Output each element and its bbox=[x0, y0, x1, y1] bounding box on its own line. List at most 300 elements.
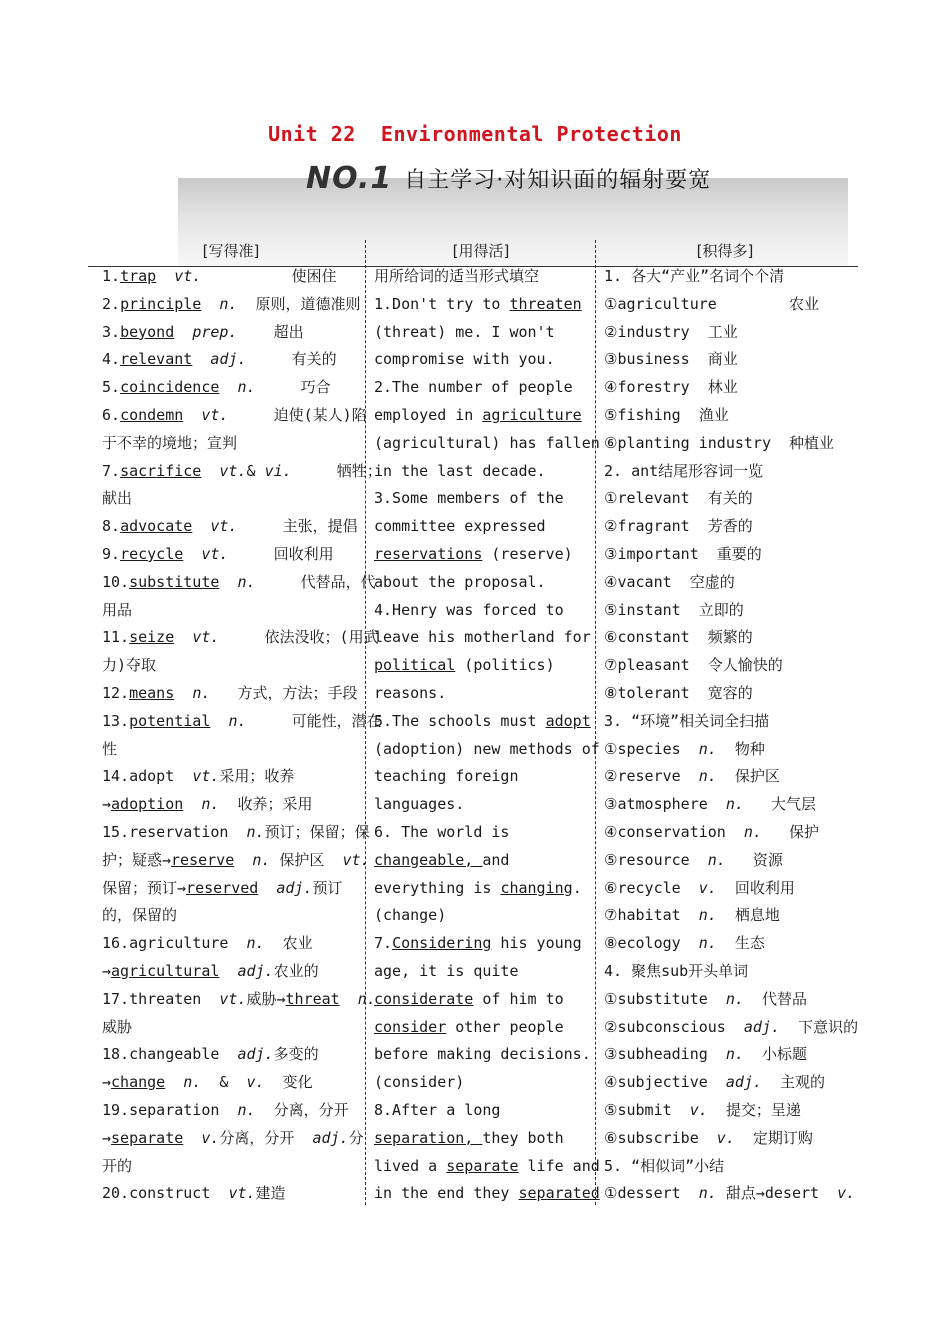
line-text bbox=[156, 267, 174, 285]
part-of-speech: n. bbox=[698, 1184, 717, 1203]
exercise-line bbox=[374, 763, 594, 791]
line-text: leave his motherland for bbox=[374, 628, 591, 647]
part-of-speech: v. bbox=[689, 1100, 708, 1119]
line-text: 农业 bbox=[264, 934, 313, 953]
line-text: 10. bbox=[102, 572, 130, 591]
line-text: in the last decade. bbox=[374, 461, 546, 480]
line-text: ①agriculture 农业 bbox=[604, 294, 820, 313]
line-text: → bbox=[102, 1128, 112, 1147]
line-text: ①substitute bbox=[604, 989, 726, 1008]
unit-title: Unit 22 Environmental Protection bbox=[268, 122, 682, 146]
part-of-speech: n. bbox=[228, 711, 247, 730]
middle-column-header: [用得活] bbox=[452, 242, 510, 260]
part-of-speech: n. bbox=[219, 294, 238, 313]
line-text bbox=[210, 712, 228, 730]
line-text: (threat) me. I won't bbox=[374, 322, 555, 341]
line-text bbox=[219, 378, 237, 396]
part-of-speech: n. bbox=[725, 795, 744, 814]
part-of-speech: n. bbox=[698, 767, 717, 786]
vocab-line bbox=[102, 847, 370, 875]
part-of-speech: n. bbox=[743, 822, 762, 841]
vocab-line bbox=[102, 374, 364, 402]
line-text: before making decisions. bbox=[374, 1045, 591, 1064]
answer-word: changing bbox=[500, 878, 573, 897]
part-of-speech: vt. bbox=[201, 544, 229, 563]
word-group-line bbox=[604, 569, 854, 597]
line-text: 2.The number of people bbox=[374, 378, 573, 397]
answer-word: condemn bbox=[120, 405, 184, 424]
line-text: teaching foreign bbox=[374, 767, 519, 786]
part-of-speech: prep. bbox=[192, 322, 238, 341]
line-text: 回收利用 bbox=[228, 544, 334, 563]
exercise-line bbox=[374, 1125, 594, 1153]
exercise-line bbox=[374, 402, 594, 430]
part-of-speech: n. bbox=[707, 850, 726, 869]
line-text: 7. bbox=[102, 461, 121, 480]
vocab-line bbox=[102, 763, 364, 791]
line-text: in the end they bbox=[374, 1184, 519, 1203]
part-of-speech: v. bbox=[837, 1184, 856, 1203]
line-text: (change) bbox=[374, 906, 447, 925]
line-text: 小标题 bbox=[743, 1045, 807, 1064]
part-of-speech: adj. bbox=[743, 1017, 781, 1036]
line-text: 分离，分开 bbox=[255, 1100, 349, 1119]
line-text: 代替品 bbox=[743, 989, 807, 1008]
line-text: his young bbox=[491, 934, 582, 953]
word-group-line bbox=[604, 319, 854, 347]
line-text: 下意识的 bbox=[780, 1017, 859, 1036]
exercise-line bbox=[374, 1014, 594, 1042]
vocab-line bbox=[102, 791, 364, 819]
exercise-line bbox=[374, 1153, 600, 1181]
section-badge: NO.1 bbox=[306, 160, 393, 196]
word-group-line bbox=[604, 847, 854, 875]
line-text: 15.reservation bbox=[102, 822, 247, 841]
answer-word: advocate bbox=[120, 517, 193, 536]
line-text: compromise with you. bbox=[374, 350, 555, 369]
word-group-line bbox=[604, 819, 854, 847]
exercise-line bbox=[374, 902, 594, 930]
line-text: 预订 bbox=[312, 878, 343, 897]
word-group-line bbox=[604, 541, 854, 569]
vocab-line bbox=[102, 430, 364, 458]
part-of-speech: v. bbox=[698, 878, 717, 897]
vocab-line bbox=[102, 1097, 364, 1125]
line-text bbox=[234, 851, 252, 869]
line-text: 护；疑惑→ bbox=[102, 850, 172, 869]
vocab-line bbox=[102, 1041, 364, 1069]
line-text: 威胁 bbox=[102, 1017, 133, 1036]
line-text: ②fragrant 芳香的 bbox=[604, 517, 753, 536]
line-text: 性 bbox=[102, 739, 118, 758]
line-text: committee expressed bbox=[374, 517, 546, 536]
word-group-line bbox=[604, 708, 854, 736]
part-of-speech: n. bbox=[698, 906, 717, 925]
line-text: ③important 重要的 bbox=[604, 544, 762, 563]
vocab-line bbox=[102, 458, 382, 486]
line-text: → bbox=[102, 961, 112, 980]
right-column-header: [积得多] bbox=[696, 242, 754, 260]
line-text: ⑥recycle bbox=[604, 878, 699, 897]
line-text: 保留；预订→ bbox=[102, 878, 187, 897]
answer-word: reserved bbox=[186, 878, 259, 897]
answer-word: reserve bbox=[171, 850, 235, 869]
left-column-header: [写得准] bbox=[202, 242, 260, 260]
line-text: 的，保留的 bbox=[102, 906, 178, 925]
part-of-speech: vt. bbox=[342, 850, 370, 869]
vocab-line bbox=[102, 263, 364, 291]
exercise-line bbox=[374, 430, 600, 458]
vocab-line bbox=[102, 1180, 364, 1208]
line-text: 保护 bbox=[761, 822, 820, 841]
line-text: 5. “相似词”小结 bbox=[604, 1156, 725, 1175]
answer-word: threat bbox=[285, 989, 340, 1008]
line-text: . bbox=[572, 878, 582, 897]
answer-word: adoption bbox=[111, 795, 184, 814]
exercise-line bbox=[374, 374, 594, 402]
answer-word: Considering bbox=[392, 934, 492, 953]
part-of-speech: n. bbox=[183, 1073, 202, 1092]
word-group-line bbox=[604, 1041, 854, 1069]
line-text: 农业的 bbox=[273, 961, 319, 980]
line-text: 收养；采用 bbox=[219, 795, 313, 814]
part-of-speech: adj. bbox=[210, 350, 247, 369]
line-text: 11. bbox=[102, 628, 130, 647]
word-group-line bbox=[604, 763, 854, 791]
word-group-line bbox=[604, 930, 854, 958]
line-text: 大气层 bbox=[743, 795, 816, 814]
word-group-line bbox=[604, 736, 854, 764]
word-group-line bbox=[604, 1125, 854, 1153]
line-text: → bbox=[102, 1073, 112, 1092]
line-text: 于不幸的境地；宣判 bbox=[102, 433, 238, 452]
line-text: 18.changeable bbox=[102, 1045, 238, 1064]
vocab-line bbox=[102, 902, 364, 930]
exercise-line bbox=[374, 485, 594, 513]
exercise-line bbox=[374, 597, 594, 625]
answer-word: separation, bbox=[374, 1128, 483, 1147]
exercise-line bbox=[374, 541, 594, 569]
line-text: 17.threaten bbox=[102, 989, 220, 1008]
line-text: 物种 bbox=[716, 739, 765, 758]
exercise-line bbox=[374, 875, 594, 903]
word-group-line bbox=[604, 485, 854, 513]
answer-word: political bbox=[374, 656, 456, 675]
part-of-speech: n. bbox=[252, 850, 271, 869]
vocab-line bbox=[102, 485, 364, 513]
line-text: 开的 bbox=[102, 1156, 133, 1175]
exercise-line bbox=[374, 847, 594, 875]
word-group-line bbox=[604, 430, 854, 458]
line-text: & bbox=[201, 1073, 247, 1092]
answer-word: beyond bbox=[120, 322, 175, 341]
line-text: 用品 bbox=[102, 600, 133, 619]
line-text: ⑥planting industry 种植业 bbox=[604, 433, 835, 452]
part-of-speech: v. bbox=[246, 1073, 265, 1092]
word-group-line bbox=[604, 1014, 859, 1042]
line-text: 保护区 bbox=[270, 850, 343, 869]
exercise-line bbox=[374, 680, 594, 708]
answer-word: reservations bbox=[374, 544, 483, 563]
line-text: 5.The schools must bbox=[374, 711, 546, 730]
line-text: & bbox=[246, 461, 265, 480]
line-text: ①relevant 有关的 bbox=[604, 489, 753, 508]
exercise-line bbox=[374, 291, 594, 319]
line-text: ④conservation bbox=[604, 822, 744, 841]
line-text: 保护区 bbox=[716, 767, 780, 786]
line-text: 采用；收养 bbox=[219, 767, 295, 786]
part-of-speech: vt. bbox=[210, 517, 238, 536]
vocab-line bbox=[102, 708, 382, 736]
vocab-line bbox=[102, 986, 376, 1014]
line-text: 16.agriculture bbox=[102, 934, 247, 953]
line-text: 2. ant结尾形容词一览 bbox=[604, 461, 764, 480]
part-of-speech: vt. bbox=[192, 628, 220, 647]
word-group-line bbox=[604, 875, 854, 903]
exercise-line bbox=[374, 819, 594, 847]
line-text bbox=[183, 545, 201, 563]
part-of-speech: n. bbox=[237, 1100, 256, 1119]
line-text: reasons. bbox=[374, 683, 447, 702]
line-text: 回收利用 bbox=[716, 878, 795, 897]
line-text: 14.adopt bbox=[102, 767, 193, 786]
word-group-line bbox=[604, 513, 854, 541]
vocab-line bbox=[102, 597, 364, 625]
line-text: 3. bbox=[102, 322, 121, 341]
vocab-line bbox=[102, 319, 364, 347]
line-text: (agricultural) has fallen bbox=[374, 433, 600, 452]
write-accurately-column bbox=[102, 263, 382, 1208]
vocab-line bbox=[102, 680, 364, 708]
line-text bbox=[165, 1073, 183, 1091]
vocab-line bbox=[102, 958, 364, 986]
word-group-line bbox=[604, 1069, 854, 1097]
line-text: 1. bbox=[102, 267, 121, 285]
line-text bbox=[192, 350, 210, 368]
line-text: 主张，提倡 bbox=[237, 517, 358, 536]
line-text: ⑤submit bbox=[604, 1100, 690, 1119]
part-of-speech: n. bbox=[246, 934, 265, 953]
line-text bbox=[174, 628, 192, 646]
line-text: 2. bbox=[102, 294, 121, 313]
exercise-line bbox=[374, 1097, 594, 1125]
line-text: and bbox=[482, 850, 510, 869]
answer-word: changeable, bbox=[374, 850, 483, 869]
line-text: → bbox=[102, 795, 112, 814]
answer-word: recycle bbox=[120, 544, 184, 563]
exercise-line bbox=[374, 1180, 600, 1208]
part-of-speech: n. bbox=[357, 989, 376, 1008]
line-text bbox=[219, 573, 237, 591]
exercise-line bbox=[374, 1069, 594, 1097]
column-divider-right bbox=[595, 240, 596, 1205]
line-text: 13. bbox=[102, 711, 130, 730]
line-text bbox=[174, 684, 192, 702]
line-text bbox=[219, 962, 237, 980]
line-text: (adoption) new methods of bbox=[374, 739, 600, 758]
answer-word: trap bbox=[120, 267, 157, 285]
line-text: 生态 bbox=[716, 934, 765, 953]
line-text: 建造 bbox=[255, 1184, 286, 1203]
line-text: 6. The world is bbox=[374, 822, 510, 841]
line-text: 8. bbox=[102, 517, 121, 536]
line-text: languages. bbox=[374, 795, 465, 814]
answer-word: substitute bbox=[129, 572, 220, 591]
line-text: 多变的 bbox=[273, 1045, 319, 1064]
exercise-line bbox=[374, 958, 594, 986]
part-of-speech: n. bbox=[201, 795, 220, 814]
line-text: ⑥subscribe bbox=[604, 1128, 717, 1147]
line-text bbox=[201, 462, 219, 480]
line-text: 分 bbox=[348, 1128, 364, 1147]
line-text: 12. bbox=[102, 683, 130, 702]
word-group-line bbox=[604, 1153, 854, 1181]
line-text: 提交；呈递 bbox=[707, 1100, 801, 1119]
line-text: 6. bbox=[102, 405, 121, 424]
answer-word: considerate bbox=[374, 989, 474, 1008]
line-text: 原则，道德准则 bbox=[237, 294, 361, 313]
exercise-line bbox=[374, 791, 594, 819]
word-group-line bbox=[604, 958, 854, 986]
line-text: 变化 bbox=[264, 1073, 313, 1092]
part-of-speech: v. bbox=[716, 1128, 735, 1147]
line-text: 甜点→desert bbox=[716, 1184, 838, 1203]
line-text: life and bbox=[518, 1156, 600, 1175]
answer-word: seize bbox=[129, 628, 175, 647]
part-of-speech: vt. bbox=[201, 405, 229, 424]
word-group-line bbox=[604, 624, 854, 652]
line-text: 4. 聚焦sub开头单词 bbox=[604, 961, 749, 980]
line-text: (consider) bbox=[374, 1073, 465, 1092]
line-text: lived a bbox=[374, 1156, 447, 1175]
line-text: ⑤fishing 渔业 bbox=[604, 405, 729, 424]
line-text: 4.Henry was forced to bbox=[374, 600, 564, 619]
line-text: 使困住 bbox=[201, 267, 337, 285]
answer-word: means bbox=[129, 683, 175, 702]
line-text: employed in bbox=[374, 405, 483, 424]
answer-word: sacrifice bbox=[120, 461, 202, 480]
line-text: 力)夺取 bbox=[102, 656, 157, 675]
word-group-line bbox=[604, 346, 854, 374]
line-text bbox=[183, 1129, 201, 1147]
part-of-speech: adj. bbox=[312, 1128, 349, 1147]
line-text: ②subconscious bbox=[604, 1017, 744, 1036]
line-text: 8.After a long bbox=[374, 1100, 501, 1119]
part-of-speech: adj. bbox=[725, 1073, 762, 1092]
exercise-line bbox=[374, 708, 594, 736]
part-of-speech: n. bbox=[698, 739, 717, 758]
vocab-line bbox=[102, 402, 367, 430]
exercise-line bbox=[374, 1041, 594, 1069]
answer-word: relevant bbox=[120, 350, 193, 369]
word-group-line bbox=[604, 1097, 854, 1125]
line-text: 1. 各大“产业”名词个个清 bbox=[604, 267, 785, 285]
answer-word: coincidence bbox=[120, 378, 220, 397]
line-text bbox=[174, 323, 192, 341]
part-of-speech: vt. bbox=[174, 267, 202, 285]
line-text: ③business 商业 bbox=[604, 350, 738, 369]
word-group-line bbox=[604, 291, 854, 319]
exercise-line bbox=[374, 652, 594, 680]
line-text: 巧合 bbox=[255, 378, 331, 397]
answer-word: separate bbox=[446, 1156, 519, 1175]
exercise-line bbox=[374, 986, 594, 1014]
line-text: (reserve) bbox=[482, 544, 573, 563]
part-of-speech: adj. bbox=[237, 1045, 274, 1064]
line-text: 9. bbox=[102, 544, 121, 563]
line-text: 威胁→ bbox=[246, 989, 286, 1008]
exercise-line bbox=[374, 930, 594, 958]
line-text bbox=[192, 517, 210, 535]
line-text: 献出 bbox=[102, 489, 133, 508]
part-of-speech: n. bbox=[237, 378, 256, 397]
word-group-line bbox=[604, 1180, 854, 1208]
line-text: age, it is quite bbox=[374, 961, 519, 980]
vocab-line bbox=[102, 569, 376, 597]
part-of-speech: v. bbox=[201, 1128, 220, 1147]
line-text: 主观的 bbox=[761, 1073, 826, 1092]
line-text bbox=[340, 990, 358, 1008]
word-group-line bbox=[604, 458, 854, 486]
word-group-line bbox=[604, 402, 854, 430]
line-text: ②reserve bbox=[604, 767, 699, 786]
vocab-line bbox=[102, 1153, 364, 1181]
part-of-speech: vi. bbox=[264, 461, 292, 480]
line-text: ⑧tolerant 宽容的 bbox=[604, 683, 753, 702]
exercise-line bbox=[374, 319, 594, 347]
exercise-line bbox=[374, 346, 594, 374]
line-text: ②industry 工业 bbox=[604, 322, 738, 341]
line-text: (politics) bbox=[455, 656, 555, 675]
line-text: about the proposal. bbox=[374, 572, 546, 591]
part-of-speech: vt. bbox=[228, 1184, 256, 1203]
line-text: ④subjective bbox=[604, 1073, 726, 1092]
line-text: 代替品，代 bbox=[255, 572, 376, 591]
answer-word: adopt bbox=[545, 711, 591, 730]
line-text: 1.Don't try to bbox=[374, 294, 510, 313]
line-text bbox=[201, 295, 219, 313]
line-text: 用所给词的适当形式填空 bbox=[374, 267, 540, 285]
line-text: ⑦habitat bbox=[604, 906, 699, 925]
section-subtitle-text: 自主学习·对知识面的辐射要宽 bbox=[404, 167, 712, 193]
line-text: 依法没收；(用武 bbox=[219, 628, 379, 647]
word-group-line bbox=[604, 902, 854, 930]
vocab-line bbox=[102, 1014, 364, 1042]
word-group-line bbox=[604, 791, 854, 819]
part-of-speech: vt. bbox=[219, 461, 247, 480]
exercise-line bbox=[374, 624, 594, 652]
line-text: 3.Some members of the bbox=[374, 489, 564, 508]
line-text: 超出 bbox=[237, 322, 304, 341]
vocab-line bbox=[102, 346, 364, 374]
answer-word: threaten bbox=[509, 294, 582, 313]
line-text: ①dessert bbox=[604, 1184, 699, 1203]
answer-word: consider bbox=[374, 1017, 447, 1036]
line-text: everything is bbox=[374, 878, 501, 897]
word-group-line bbox=[604, 680, 854, 708]
answer-word: principle bbox=[120, 294, 202, 313]
vocab-line bbox=[102, 819, 370, 847]
exercise-line bbox=[374, 513, 594, 541]
line-text: 有关的 bbox=[246, 350, 337, 369]
answer-word: potential bbox=[129, 711, 211, 730]
exercise-line bbox=[374, 458, 594, 486]
line-text: 牺牲； bbox=[291, 461, 382, 480]
line-text: 迫使(某人)陷 bbox=[228, 405, 367, 424]
vocab-line bbox=[102, 541, 364, 569]
vocab-line bbox=[102, 624, 379, 652]
part-of-speech: n. bbox=[246, 822, 265, 841]
